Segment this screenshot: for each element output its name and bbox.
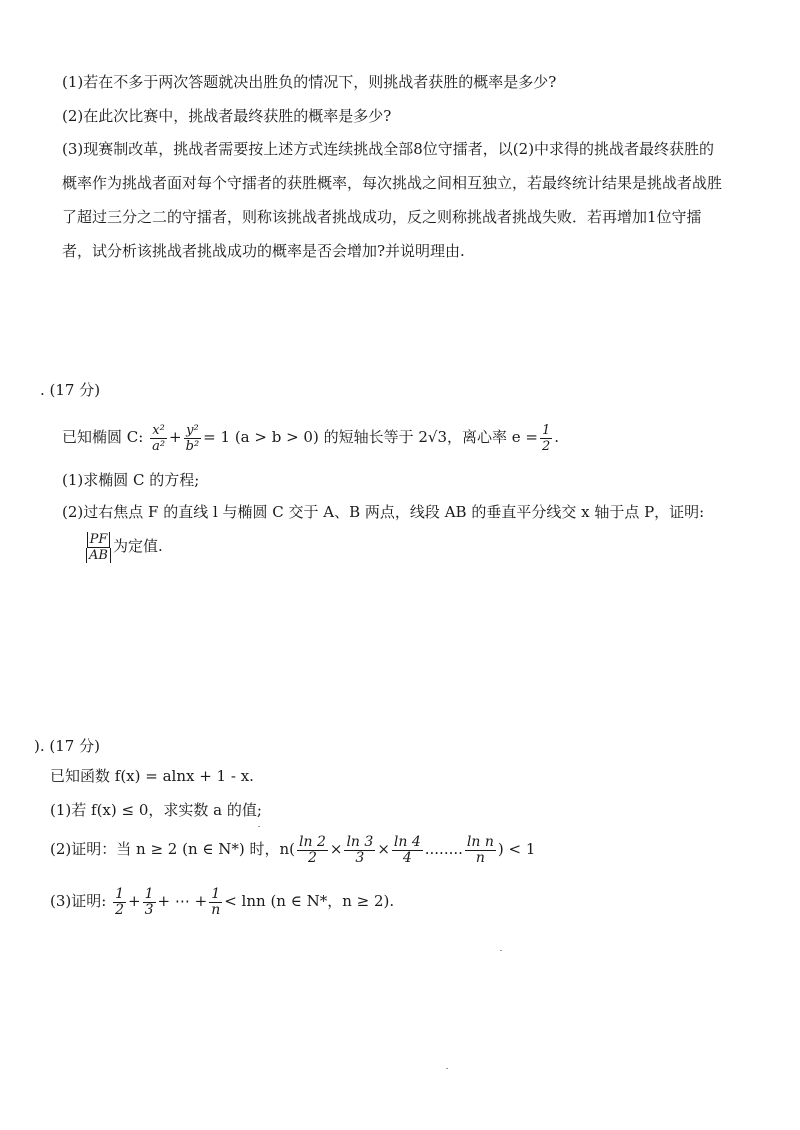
q32-prefix: (2)证明：当 n ≥ 2 (n ∈ N*) 时，n( (50, 840, 296, 858)
frac-num: x² (152, 422, 165, 438)
frac-ln2-2 (297, 835, 328, 866)
period: . (554, 428, 560, 446)
frac-y2-b2 (184, 423, 202, 454)
frac-ln3-3 (344, 835, 375, 866)
scan-speck (258, 826, 260, 827)
frac-den: n (211, 901, 221, 918)
frac-x2-a2 (150, 423, 167, 454)
frac-den: 3 (144, 901, 154, 918)
frac-num: ln n (466, 833, 494, 850)
scan-speck (500, 950, 502, 951)
question-1-1: (1)若在不多于两次答题就决出胜负的情况下，则挑战者获胜的概率是多少? (62, 73, 557, 91)
question-3-1: (1)若 f(x) ≤ 0，求实数 a 的值; (50, 801, 262, 819)
q32-suffix: ) < 1 (497, 840, 536, 858)
question-2-2: (2)过右焦点 F 的直线 l 与椭圆 C 交于 A、B 两点，线段 AB 的垂直平分线交 x 轴于点 P，证明: (62, 503, 705, 521)
frac-den: 3 (355, 849, 365, 866)
frac-den: a² (152, 438, 166, 454)
abs-ab: AB (86, 548, 111, 563)
frac-num: ln 2 (299, 833, 326, 850)
ellipse-intro (62, 420, 559, 454)
frac-num: ln 4 (393, 833, 421, 850)
frac-den: 2 (542, 438, 551, 454)
question-1-3: (3)现赛制改革，挑战者需要按上述方式连续挑战全部8位守擂者，以(2)中求得的挑战者最终获胜的概率作为挑战者面对每个守擂者的获胜概率，每次挑战之间相互独立，若最终统计结果是挑战者战胜了超过三分之二的守擂者，则称该挑战者挑战成功，反之则称挑战者挑战失败．若再增加1位守擂者，试分析该挑战者挑战成功的概率是否会增加?并说明理由. (62, 140, 723, 260)
plus-sign: + (169, 428, 182, 446)
frac-den: n (475, 849, 485, 866)
ellipse-intro-prefix: 已知椭圆 C: (62, 428, 149, 446)
frac-one-half (540, 423, 552, 454)
question-1-2: (2)在此次比赛中，挑战者最终获胜的概率是多少? (62, 107, 392, 125)
pf-over-ab (84, 530, 163, 563)
function-intro: 已知函数 f(x) = alnx + 1 - x. (50, 767, 254, 785)
frac-lnn-n (465, 835, 496, 866)
times-sign: × (377, 840, 390, 858)
frac-ln4-4 (392, 835, 423, 866)
frac-den: b² (185, 438, 200, 454)
frac-num: 1 (115, 885, 124, 902)
frac-num: ln 3 (346, 833, 374, 850)
q33-suffix: < lnn (n ∈ N*，n ≥ 2). (224, 892, 395, 910)
frac-pf-ab (86, 532, 111, 563)
ellipsis-sum: + ⋯ + (157, 892, 208, 910)
frac-1-3 (143, 887, 156, 918)
question-3-3 (50, 884, 394, 918)
frac-num: 1 (144, 885, 154, 902)
ellipse-condition: = 1 (a > b > 0) 的短轴长等于 2√3，离心率 e = (203, 428, 538, 446)
fixed-value-text: 为定值. (112, 537, 163, 555)
frac-num: y² (186, 422, 199, 438)
dots: ........ (424, 840, 463, 858)
frac-num: 1 (211, 885, 221, 902)
section-2-header: . (17 分) (40, 381, 101, 399)
frac-den: 4 (402, 849, 412, 866)
frac-1-n (209, 887, 222, 918)
question-2-1: (1)求椭圆 C 的方程; (62, 471, 200, 489)
frac-num: 1 (542, 422, 551, 438)
frac-1-2 (113, 887, 126, 918)
frac-den: 2 (115, 901, 124, 918)
frac-den: 2 (307, 849, 317, 866)
section-3-header: ). (17 分) (34, 737, 100, 755)
question-3-2 (50, 832, 535, 866)
scan-speck (446, 1068, 448, 1069)
times-sign: × (329, 840, 343, 858)
abs-pf: PF (87, 532, 111, 548)
q33-prefix: (3)证明: (50, 892, 112, 910)
plus-sign: + (128, 892, 141, 910)
